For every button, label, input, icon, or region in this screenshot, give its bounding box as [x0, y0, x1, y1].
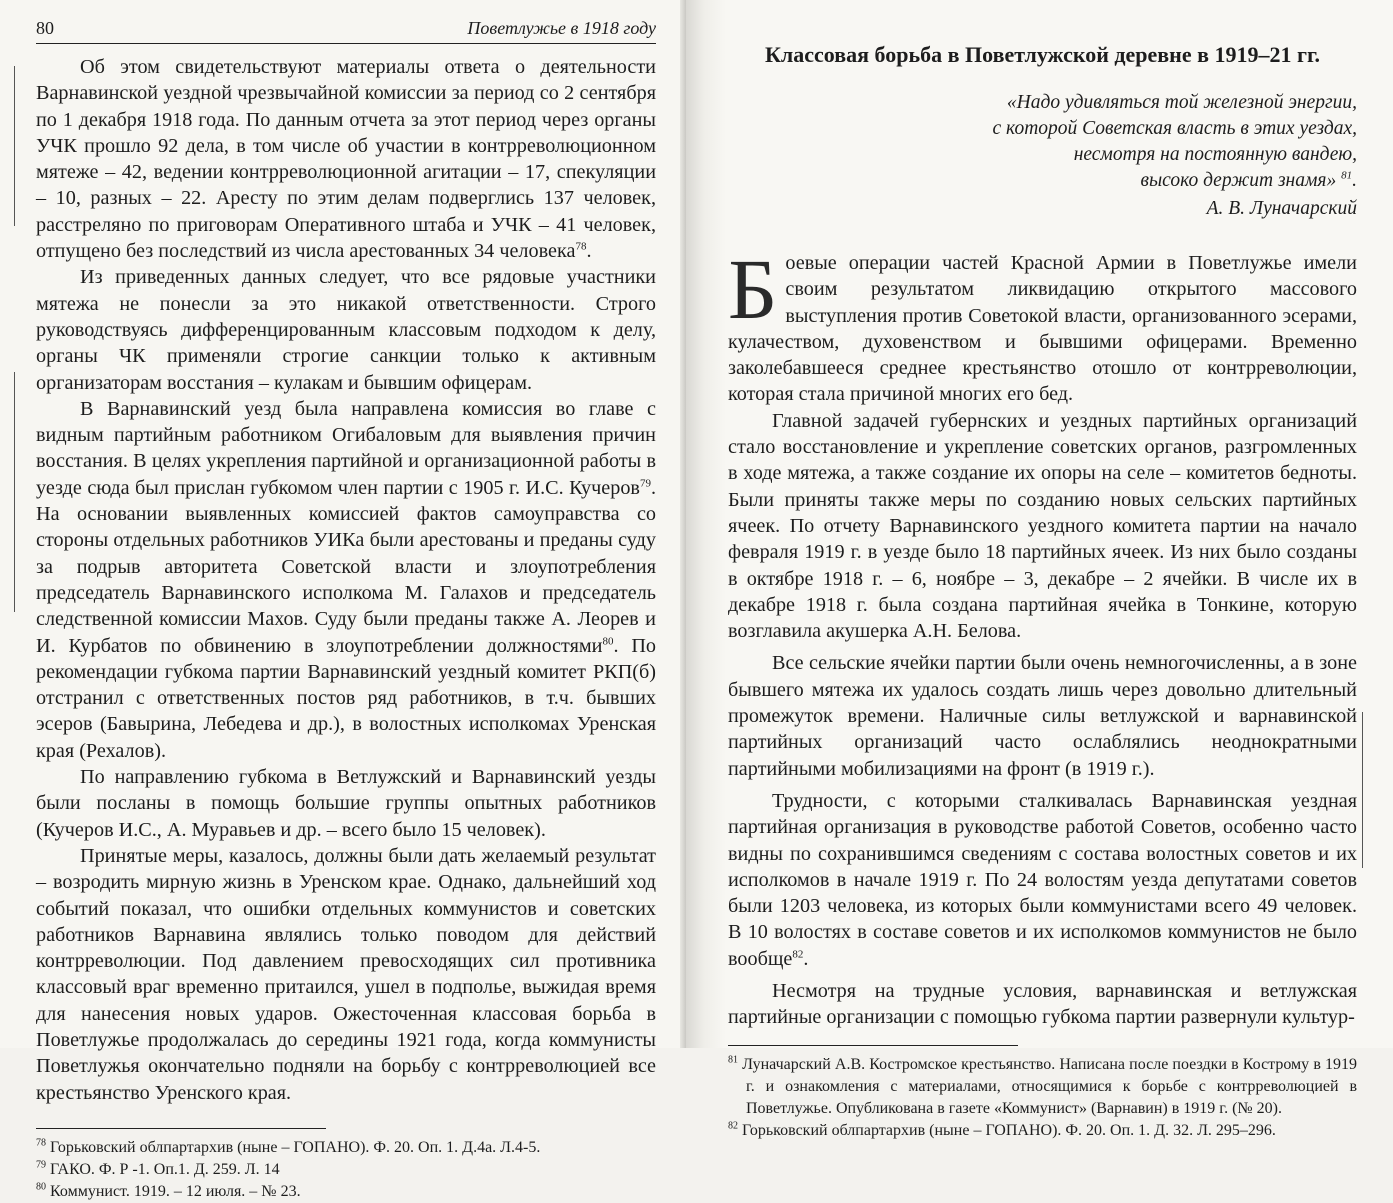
pencil-margin-mark [14, 372, 15, 612]
footnote-ref[interactable]: 81 [1341, 169, 1353, 182]
left-footnotes [36, 1137, 656, 1203]
footnote-ref[interactable]: 79 [639, 477, 651, 490]
paragraph: Об этом свидетельствуют материалы ответа о деятельности Варнавинской уездной чрезвычайной комиссии за период со 2 сентября по 1 декабря 1918 года. По данным отчета за этот период через органы УЧК прошло 92 дела, в том числе об участии в контрреволюционном мятеже – 42, ведении контрреволюционной агитации – 17, спекуляции – 10, разных – 22. Аресту по этим делам подверглись 137 человек, расстреляно по приговорам Оперативного штаба и УЧК – 41 человек, отпущено без последствий из числа арестованных 34 человека$^{78}$. [36, 56, 656, 263]
drop-cap: Б [728, 241, 778, 337]
right-page [686, 0, 1393, 1139]
epigraph: «Надо удивляться той железной энергии, с которой Советская власть в этих уездах, несмотря на постоянную вандею, высоко держит знамя» $^{81}$. [992, 92, 1357, 191]
paragraph: Главной задачей губернских и уездных партийных организаций стало восстановление и укрепление советских органов, разгромленных в ходе мятежа, а также создание их опоры на селе – комитетов бедноты. Были приняты также меры по созданию новых сельских партийных ячеек. По отчету Варнавинского уездного комитета партии на начало февраля 1919 г. в уезде было 18 партийных ячеек. Из них было созданы в октябре 1918 г. – 6, ноябре – 3, декабре – 2 ячейки. В числе их в декабре 1918 г. была создана партийная ячейка в Тонкине, которую возглавила акушерка А.Н. Белова. [728, 409, 1357, 643]
footnote: $^{78}$ Горьковский облпартархив (ныне – ГОПАНО). Ф. 20. Оп. 1. Д.4а. Л.4-5. [36, 1137, 541, 1156]
paragraph: Принятые меры, казалось, должны были дать желаемый результат – возродить мирную жизнь в Уренском крае. Однако, дальнейший ход событий показал, что ошибки отдельных коммунистов и советских работников Варнавина являлись только поводом для действий контрреволюции. Под давлением превосходящих сил противника классовый враг временно притаился, ушел в подполье, выжидая время для нанесения новых ударов. Ожесточенная классовая борьба в Поветлужье продолжалась до середины 1921 года, когда коммунисты Поветлужья окончательно подняли на борьбу с контрреволюцией все крестьянство Уренского края. [36, 844, 656, 1104]
footnote: $^{80}$ Коммунист. 1919. – 12 июля. – № 23. [36, 1181, 301, 1200]
footnote-ref[interactable]: 80 [602, 634, 614, 647]
paragraph: Из приведенных данных следует, что все рядовые участники мятежа не понесли за это никакой ответственности. Строго руководствуясь дифференцированным классовым подходом к делу, органы ЧК применяли строгие санкции только к активным организаторам восстания – кулакам и бывшим офицерам. [36, 266, 656, 394]
footnote: $^{82}$ Горьковский облпартархив (ныне – ГОПАНО). Ф. 20. Оп. 1. Д. 32. Л. 295–296. [728, 1120, 1276, 1139]
paragraph: В Варнавинский уезд была направлена комиссия во главе с видным партийным работником Огибаловым для выявления причин восстания. В целях укрепления партийной и организационной работы в уезде сюда был прислан губкомом член партии с 1905 г. И.С. Кучеров$^{79}$. На основании выявленных комиссией фактов самоуправства со стороны отдельных работников УИКа были арестованы и преданы суду за подрыв авторитета Советской власти и злоупотребления председатель Варнавинского исполкома М. Галахов и председатель следственной комиссии Махов. Суду были преданы также А. Леорев и И. Курбатов по обвинению в злоупотреблении должностями$^{80}$. По рекомендации губкома партии Варнавинский уездный комитет РКП(б) отстранил с ответственных постов ряд работников, в т.ч. бывших эсеров (Бавырина, Лебедева и др.), в волостных исполкомах Уренская края (Рехалов). [36, 397, 656, 762]
left-body-text [36, 54, 656, 1106]
paragraph: Все сельские ячейки партии были очень немногочисленны, а в зоне бывшего мятежа их удалось создать лишь через довольно длительный промежуток времени. Наличные силы ветлужской и варнавинской партийных организаций часто ослаблялись неоднократными партийными мобилизациями на фронт (в 1919 г.). [728, 652, 1357, 780]
left-page [0, 0, 686, 1200]
chapter-title: Классовая борьба в Поветлужской деревне в 1919–21 гг. [764, 42, 1321, 67]
paragraph: Трудности, с которыми сталкивалась Варнавинская уездная партийная организация в руководстве работой Советов, особенно часто видны по сохранившимся сведениям с состава волостных советов и их исполкомов в начале 1919 г. По 24 волостям уезда депутатами советов были 1203 человека, из которых были коммунистами всего 49 человек. В 10 волостях в составе советов и их исполкомов коммунистов не было вообще$^{82}$. [728, 789, 1357, 970]
paragraph: По направлению губкома в Ветлужский и Варнавинский уезды были посланы в помощь большие группы опытных работников (Кучеров И.С., А. Муравьев и др. – всего было 15 человек). [36, 766, 656, 841]
right-body-text [728, 241, 1357, 1031]
running-title: Поветлужье в 1918 году [467, 18, 656, 38]
footnote: $^{79}$ ГАКО. Ф. Р -1. Оп.1. Д. 259. Л. 14 [36, 1159, 280, 1178]
page-number: 80 [36, 18, 54, 38]
pencil-margin-mark [14, 66, 15, 226]
paragraph: Боевые операции частей Красной Армии в Поветлужье имели своим результатом ликвидацию открытого массового выступления против Советокой власти, организованного эсерами, кулачеством, духовенством и бывшими офицерами. Временно заколебавшееся среднее крестьянство отошло от контрреволюции, которая стала причиной многих его бед. [728, 241, 1357, 406]
running-head [36, 18, 656, 44]
footnote-ref[interactable]: 82 [792, 947, 804, 960]
footnote-ref[interactable]: 78 [575, 240, 587, 253]
paragraph: Несмотря на трудные условия, варнавинская и ветлужская партийные организации с помощью губкома партии развернули культур- [728, 980, 1357, 1029]
epigraph-author: А. В. Луначарский [1206, 198, 1357, 219]
footnote-divider [36, 1128, 326, 1129]
footnote-divider [728, 1045, 1018, 1046]
right-footnotes [728, 1054, 1357, 1142]
pencil-margin-mark [1362, 712, 1363, 868]
footnote: $^{81}$ Луначарский А.В. Костромское крестьянство. Написана после поездки в Кострому в 1919 г. и ознакомления с материалами, относящимися к борьбе с контрреволюцией в Поветлужье. Опубликована в газете «Коммунист» (Варнавин) в 1919 г. (№ 20). [728, 1054, 1358, 1117]
